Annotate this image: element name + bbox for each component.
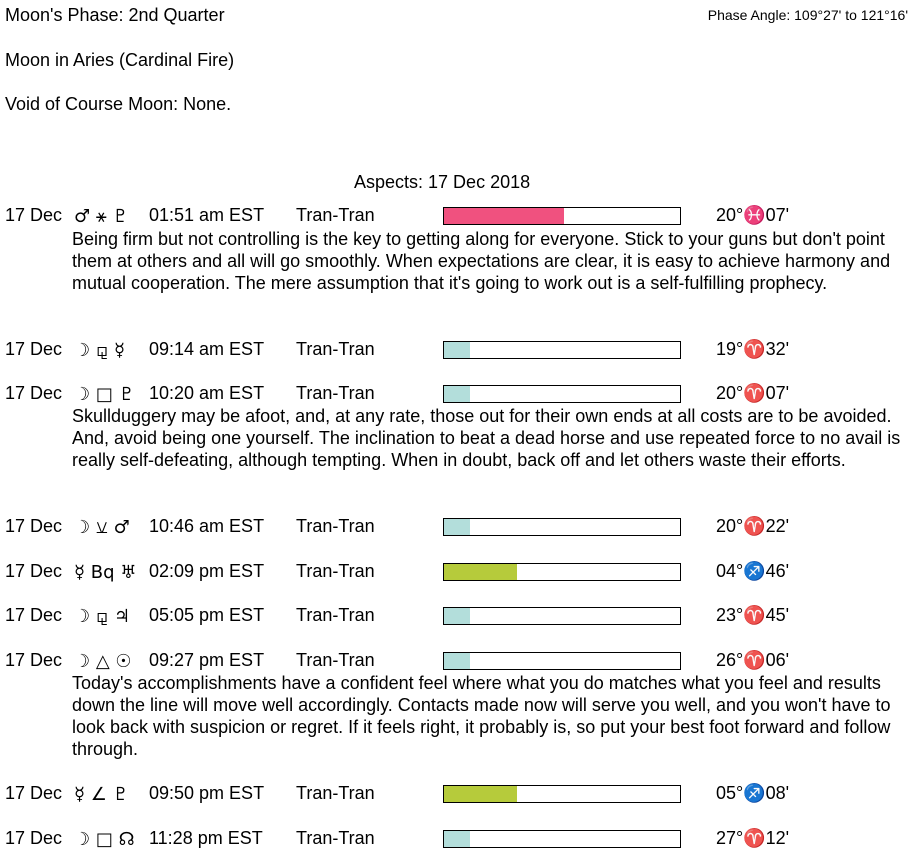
aspect-type: Tran-Tran <box>296 605 375 625</box>
aspect-type: Tran-Tran <box>296 339 375 359</box>
aspect-time: 10:20 am EST <box>149 383 265 403</box>
aspect-time: 09:27 pm EST <box>149 650 265 670</box>
aspect-type: Tran-Tran <box>296 516 375 536</box>
aspect-time: 02:09 pm EST <box>149 561 265 581</box>
aspect-row <box>0 782 924 806</box>
void-of-course: Void of Course Moon: None. <box>5 94 232 114</box>
strength-bar-fill <box>444 208 564 224</box>
aspect-time: 11:28 pm EST <box>149 828 263 848</box>
strength-bar <box>443 518 681 536</box>
aspect-symbols: ☿ ∠ ♇ <box>74 784 129 805</box>
aspect-description: Today's accomplishments have a confident feel where what you do matches what you feel and results down the line will move well accordingly. Contacts made now will serve you well, and you won't have to look back with suspicion or regret. If it feels right, it probably is, so put your best foot forward and follow through. <box>72 673 891 759</box>
strength-bar-fill <box>444 564 517 580</box>
aspect-symbols: ☽ □ ♇ <box>74 384 135 405</box>
aspect-symbols: ☽ ⚼ ♃ <box>74 606 131 627</box>
moon-sign: Moon in Aries (Cardinal Fire) <box>5 50 235 70</box>
aspect-time: 01:51 am EST <box>149 205 265 225</box>
strength-bar <box>443 341 681 359</box>
aspect-date: 17 Dec <box>5 783 63 803</box>
aspect-position: 20°♈22' <box>716 516 790 536</box>
aspect-position: 27°♈12' <box>716 828 790 848</box>
aspect-row <box>0 604 924 628</box>
aspect-symbols: ☿ Bq ♅ <box>74 562 137 583</box>
strength-bar <box>443 563 681 581</box>
aspect-date: 17 Dec <box>5 339 63 359</box>
aspect-type: Tran-Tran <box>296 783 375 803</box>
aspect-type: Tran-Tran <box>296 650 375 670</box>
aspect-row <box>0 382 924 406</box>
phase-angle: Phase Angle: 109°27' to 121°16' <box>707 7 908 23</box>
aspect-type: Tran-Tran <box>296 828 375 848</box>
aspect-position: 23°♈45' <box>716 605 790 625</box>
aspect-row <box>0 515 924 539</box>
strength-bar <box>443 785 681 803</box>
moon-phase: Moon's Phase: 2nd Quarter <box>5 5 225 25</box>
aspect-time: 05:05 pm EST <box>149 605 265 625</box>
aspect-time: 09:14 am EST <box>149 339 265 359</box>
aspect-row <box>0 560 924 584</box>
strength-bar <box>443 607 681 625</box>
aspect-date: 17 Dec <box>5 561 63 581</box>
aspect-date: 17 Dec <box>5 828 63 848</box>
aspect-date: 17 Dec <box>5 650 63 670</box>
aspect-description: Being firm but not controlling is the key to getting along for everyone. Stick to your guns but don't point them at others and all will go smoothly. When expectations are clear, it is easy to achieve harmony and mutual cooperation. The mere assumption that it's going to work out is a self-fulfilling prophecy. <box>72 229 891 293</box>
aspect-row <box>0 338 924 362</box>
aspect-date: 17 Dec <box>5 205 63 225</box>
strength-bar <box>443 207 681 225</box>
aspect-date: 17 Dec <box>5 516 63 536</box>
aspect-position: 26°♈06' <box>716 650 790 670</box>
strength-bar-fill <box>444 608 470 624</box>
aspect-date: 17 Dec <box>5 605 63 625</box>
aspect-row <box>0 649 924 673</box>
aspect-position: 20°♈07' <box>716 383 790 403</box>
aspect-type: Tran-Tran <box>296 383 375 403</box>
strength-bar <box>443 830 681 848</box>
aspect-symbols: ☽ □ ☊ <box>74 829 135 850</box>
aspect-type: Tran-Tran <box>296 561 375 581</box>
strength-bar <box>443 652 681 670</box>
strength-bar-fill <box>444 831 470 847</box>
aspect-date: 17 Dec <box>5 383 63 403</box>
aspect-position: 05°♐08' <box>716 783 790 803</box>
aspect-symbols: ♂ ⚹ ♇ <box>74 206 129 227</box>
aspect-symbols: ☽ ⚼ ☿ <box>74 340 126 361</box>
aspect-description: Skullduggery may be afoot, and, at any rate, those out for their own ends at all costs are to be avoided. And, avoid being one yourself. The inclination to beat a dead horse and use repeated force to no avail is really self-defeating, although tempting. When in doubt, back off and let others waste their efforts. <box>72 406 901 470</box>
strength-bar-fill <box>444 786 517 802</box>
aspect-time: 09:50 pm EST <box>149 783 265 803</box>
aspect-position: 20°♓07' <box>716 205 790 225</box>
strength-bar-fill <box>444 386 470 402</box>
aspect-row <box>0 204 924 228</box>
aspect-time: 10:46 am EST <box>149 516 265 536</box>
aspects-title: Aspects: 17 Dec 2018 <box>354 172 531 192</box>
aspect-position: 04°♐46' <box>716 561 790 581</box>
strength-bar <box>443 385 681 403</box>
aspect-row <box>0 827 924 851</box>
aspect-position: 19°♈32' <box>716 339 790 359</box>
aspect-symbols: ☽ ⚺ ♂ <box>74 517 130 538</box>
aspect-type: Tran-Tran <box>296 205 375 225</box>
strength-bar-fill <box>444 653 470 669</box>
aspect-symbols: ☽ △ ☉ <box>74 651 132 672</box>
strength-bar-fill <box>444 519 470 535</box>
strength-bar-fill <box>444 342 470 358</box>
